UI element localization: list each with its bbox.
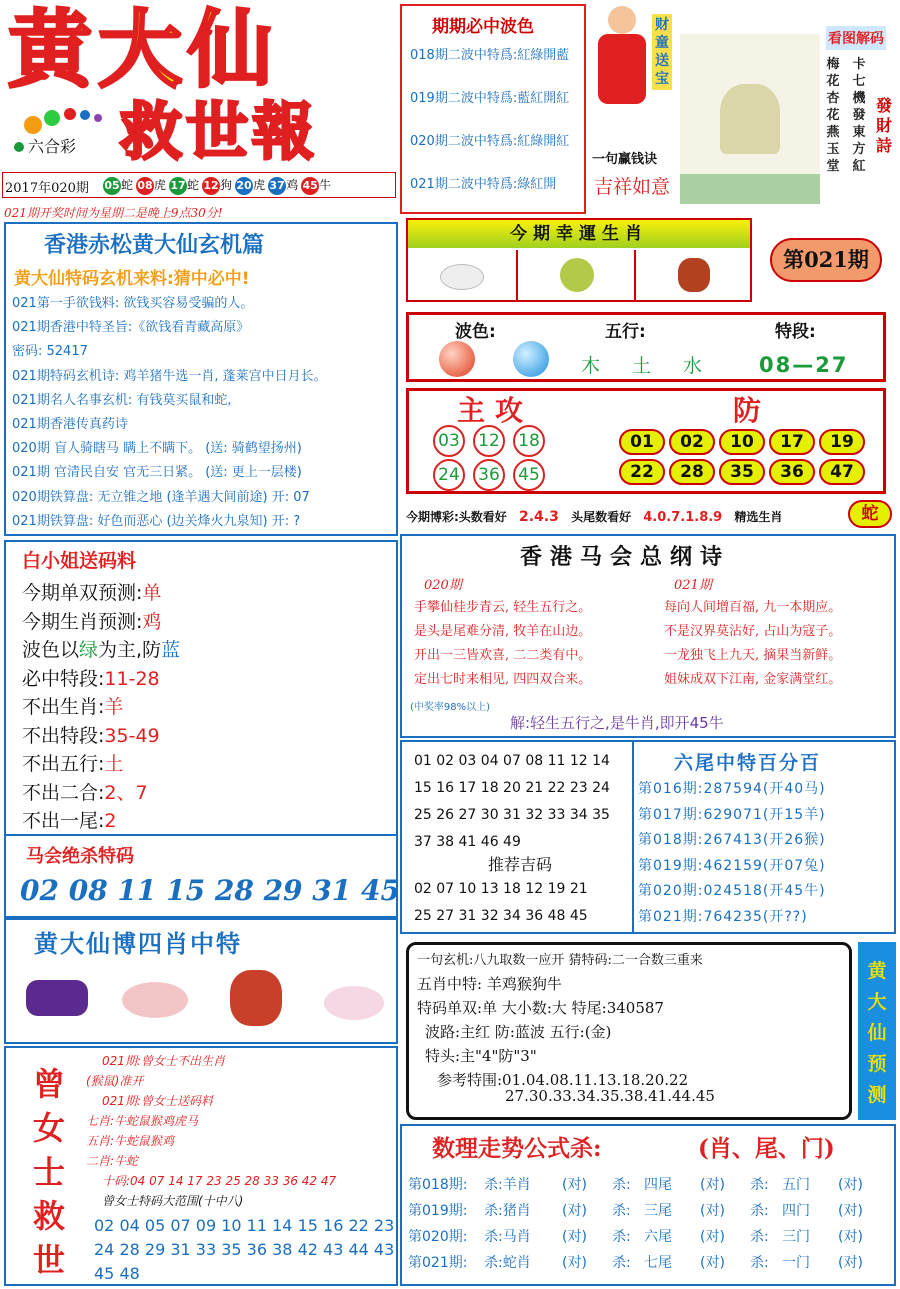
masthead-title-top: 黄大仙 [8, 0, 279, 99]
formula-cell: (对) [562, 1203, 587, 1219]
baixiao-row [22, 778, 392, 807]
poem-title-char: 詩 [876, 136, 893, 155]
baixiao-key: 不出一尾: [22, 810, 105, 832]
draw-ball-number: 37 [268, 177, 286, 195]
poem-answer: 解:轻生五行之,是牛肖,即开45牛 [510, 714, 724, 732]
main-attack-label: 主攻 [457, 394, 534, 427]
poem-char: 機 [852, 91, 866, 106]
formula-row [408, 1226, 894, 1252]
yiju-line: 特头:主"4"防"3" [425, 1047, 537, 1065]
draw-ball-zodiac: 鸡 [286, 178, 299, 192]
draw-ball-number: 05 [103, 177, 121, 195]
zeng-side-char: 女 [32, 1109, 65, 1147]
element-value: 水 [683, 355, 703, 377]
number-grid-row: 15 16 17 18 20 21 22 23 24 [414, 780, 610, 796]
baixiao-key: 不出特段: [22, 724, 105, 747]
six-tail-row: 第017期:629071(开15羊) [638, 806, 826, 823]
mahui-box [4, 834, 398, 918]
zeng-side-char: 曾 [32, 1065, 65, 1103]
baixiao-key: 不出生肖: [22, 696, 105, 718]
defense-number: 10 [719, 429, 765, 455]
baixiao-row [22, 607, 392, 636]
baixiao-key: 不出五行: [22, 753, 105, 775]
poem-right-line: 姐妹成双下江南, 金家满堂红。 [664, 672, 842, 687]
formula-row [408, 1200, 894, 1226]
formula-cell: 杀: [612, 1229, 631, 1245]
zeng-line: 二肖:牛蛇 [86, 1154, 139, 1168]
poem-title-main: 香港马会总纲诗 [520, 544, 731, 570]
baixiao-key: 不出二合: [22, 781, 105, 804]
draw-ball-zodiac: 狗 [220, 178, 233, 192]
formula-cell: 五门 [782, 1177, 810, 1193]
zeng-side-title [24, 1062, 74, 1282]
zeng-range: 02 04 05 07 09 10 11 14 15 16 22 23 24 28 29 31 33 35 36 38 42 43 44 43 45 48 [94, 1216, 395, 1283]
zeng-box [4, 1046, 398, 1286]
poem-char: 玉 [826, 142, 840, 157]
poem-char: 花 [826, 74, 840, 89]
formula-box [400, 1124, 896, 1286]
element-value: 木 [581, 355, 601, 377]
baixiao-value: 35-49 [104, 724, 160, 747]
baixiao-key: 今期生肖预测: [22, 610, 143, 633]
tag-char: 送 [655, 53, 669, 69]
xuanji-line: 021期铁算盘: 好色而恶心 (边关烽火九泉知) 开: ? [12, 513, 301, 529]
poem-columns [824, 56, 876, 206]
six-tail-row: 第020期:024518(开45牛) [638, 883, 826, 899]
defense-number: 28 [669, 459, 715, 485]
baixiao-row [22, 578, 392, 607]
caption-one: 一句赢钱诀 [592, 152, 658, 167]
formula-cell: 第019期: [408, 1203, 468, 1219]
draw-ball-zodiac: 蛇 [187, 178, 200, 192]
tag-char: 宝 [655, 71, 669, 87]
baixiao-key: 为主,防 [98, 639, 162, 661]
tip-two-label: 头尾数看好 [571, 510, 632, 524]
poem-right-lines [664, 596, 896, 692]
formula-cell: (对) [700, 1177, 725, 1193]
scholar-painting [680, 34, 820, 204]
badge: 看图解码 [826, 26, 886, 50]
formula-cell: (对) [838, 1203, 863, 1219]
six-tail-row: 第021期:764235(开??) [638, 908, 808, 925]
baixiao-row [22, 664, 392, 693]
draw-ball-number: 20 [235, 177, 253, 195]
poem-char: 紅 [852, 159, 866, 174]
poem-box [400, 534, 896, 738]
tip-one-value: 2.4.3 [519, 509, 559, 525]
formula-cell: (对) [838, 1177, 863, 1193]
defense-number: 19 [819, 429, 865, 455]
rabbit-picture [410, 250, 518, 300]
lucky-issue: 第021期 [770, 238, 882, 282]
baixiao-row [22, 806, 392, 835]
poem-char: 發 [852, 108, 866, 123]
recommend-title: 推荐吉码 [488, 855, 553, 874]
draw-ball-number: 45 [301, 177, 319, 195]
draw-ball [136, 178, 166, 193]
baixiao-value: 2、7 [104, 781, 148, 804]
poem-char: 堂 [826, 159, 840, 174]
formula-cell: (对) [700, 1203, 725, 1219]
formula-cell: (对) [562, 1177, 587, 1193]
prediction-side-char: 仙 [867, 1022, 887, 1044]
wave-title: 期期必中波色 [432, 17, 534, 37]
yiju-line: 参考特围:01.04.08.11.13.18.20.22 [437, 1071, 689, 1089]
defense-number: 47 [819, 459, 865, 485]
poem-char: 杏 [826, 91, 840, 106]
main-number: 12 [473, 425, 505, 457]
baixiao-value: 单 [142, 582, 162, 604]
zeng-line: 021期:曾女士送码料 [102, 1094, 213, 1108]
formula-cell: 杀:猪肖 [484, 1203, 531, 1219]
main-number: 24 [433, 459, 465, 491]
formula-cell: 杀:羊肖 [484, 1177, 531, 1193]
baixiao-row [22, 692, 392, 721]
recommend-row: 02 07 10 13 18 12 19 21 [414, 881, 588, 897]
baixiao-box [4, 540, 398, 836]
tip-two-value: 4.0.7.1.8.9 [643, 510, 723, 525]
formula-cell: 第018期: [408, 1177, 468, 1193]
zeng-lines [86, 1052, 396, 1212]
formula-cell: 四门 [782, 1203, 810, 1219]
formula-cell: 杀:蛇肖 [484, 1255, 531, 1271]
caption-two: 吉祥如意 [594, 176, 671, 198]
recommend-row: 25 27 31 32 34 36 48 45 [414, 908, 588, 924]
draw-notice: 021期开奖时间为星期二是晚上9点30分! [4, 206, 223, 220]
zeng-side-char: 救 [32, 1197, 65, 1235]
draw-result-bar [2, 172, 396, 198]
baixiao-value: 11-28 [104, 667, 160, 690]
tag-cbsb [652, 14, 672, 90]
lucky-box [406, 218, 752, 302]
main-number: 03 [433, 425, 465, 457]
formula-title-2: (肖、尾、门) [698, 1135, 835, 1162]
formula-cell: 杀: [750, 1229, 769, 1245]
poem-left-line: 手攀仙桂步青云, 轻生五行之。 [414, 600, 592, 615]
formula-cell: 杀: [612, 1203, 631, 1219]
baixiao-key: 必中特段: [22, 667, 105, 690]
zeng-line: 曾女士特码大范围(十中八) [102, 1194, 244, 1208]
baixiao-value: 绿 [79, 639, 99, 661]
xuanji-line: 020期铁算盘: 无立锥之地 (逢羊遇大间前途) 开: 07 [12, 489, 310, 505]
poem-char: 花 [826, 108, 840, 123]
formula-cell: 三尾 [644, 1203, 672, 1219]
formula-cell: 杀:马肖 [484, 1229, 531, 1245]
formula-cell: 六尾 [644, 1229, 672, 1245]
brand-label: 六合彩 [14, 134, 76, 157]
formula-cell: 杀: [612, 1255, 631, 1271]
draw-ball [235, 178, 265, 193]
draw-ball [169, 178, 199, 193]
six-tail-box [632, 740, 896, 934]
element-label: 五行: [605, 322, 646, 342]
draw-ball-number: 12 [202, 177, 220, 195]
tag-char: 财 [655, 17, 669, 33]
dragon-picture [520, 250, 636, 300]
prediction-side-char: 黄 [867, 960, 887, 982]
zeng-side-char: 世 [32, 1241, 65, 1279]
poem-char: 卡 [852, 57, 866, 72]
wave-line: 019期二波中特爲:藍紅開紅 [410, 91, 570, 106]
defense-label: 防 [733, 394, 762, 427]
baixiao-row [22, 635, 392, 664]
tip-three-value: 蛇 [848, 500, 892, 528]
dragon-picture-2 [220, 964, 290, 1032]
blue-wave-ball [513, 341, 549, 377]
poem-char: 七 [852, 74, 866, 89]
red-wave-ball [439, 341, 475, 377]
xuanji-line: 021期 官清民自安 官无三日紧。 (送: 更上一层楼) [12, 465, 302, 481]
formula-row [408, 1174, 894, 1200]
wave-line: 018期二波中特爲:紅綠開藍 [410, 48, 570, 63]
baixiao-row [22, 749, 392, 778]
prediction-side-char: 大 [867, 991, 887, 1013]
number-grid-row: 01 02 03 04 07 08 11 12 14 [414, 753, 610, 769]
main-number: 18 [513, 425, 545, 457]
draw-ball [268, 178, 298, 193]
baixiao-value: 土 [104, 753, 124, 775]
zeng-line: 十码:04 07 14 17 23 25 28 33 36 42 47 [102, 1174, 337, 1188]
draw-ball-zodiac: 虎 [253, 178, 266, 192]
formula-cell: (对) [562, 1229, 587, 1245]
yiju-line: 一句玄机:八九取数一应开 猜特码:二一合数三重来 [417, 953, 703, 968]
wave-line: 020期二波中特爲:紅綠開紅 [410, 134, 570, 149]
draw-issue: 2017年020期 [5, 181, 89, 196]
pig-picture [118, 972, 194, 1026]
baixiao-value: 2 [104, 810, 117, 832]
xuanji-box [4, 222, 398, 536]
six-tail-row: 第018期:267413(开26猴) [638, 832, 826, 848]
formula-cell: (对) [700, 1229, 725, 1245]
xuanji-lines [12, 292, 396, 534]
tip-three-label: 精选生肖 [734, 510, 783, 524]
tag-char: 童 [655, 35, 669, 51]
lucky-title: 今期幸運生肖 [408, 220, 750, 248]
formula-cell: (对) [700, 1255, 725, 1271]
defense-number: 02 [669, 429, 715, 455]
baixiao-rows [22, 578, 392, 835]
element-values [581, 351, 734, 378]
element-value: 土 [632, 355, 652, 377]
poem-column [850, 56, 868, 175]
baixiao-title: 白小姐送码料 [22, 550, 137, 572]
xuanji-line: 021第一手欲钱料: 欲钱买容易受骗的人。 [12, 296, 254, 311]
baixiao-value: 羊 [104, 696, 124, 718]
number-grid-row: 25 26 27 30 31 32 33 34 35 [414, 807, 610, 823]
poem-left-issue: 020期 [424, 578, 462, 593]
yiju-box [406, 942, 852, 1120]
defense-number: 36 [769, 459, 815, 485]
props-box [406, 312, 886, 382]
defense-number: 22 [619, 459, 665, 485]
prediction-side-title [858, 942, 896, 1120]
xuanji-line: 021期香港传真药诗 [12, 416, 128, 432]
yiju-line: 五肖中特: 羊鸡猴狗牛 [417, 975, 562, 993]
baixiao-value: 鸡 [142, 610, 162, 633]
masthead-title-bottom: 救世報 [120, 95, 319, 168]
poem-title-char: 發 [876, 96, 893, 115]
zeng-line: 021期:曾女士不出生肖 [102, 1054, 225, 1068]
masthead [0, 0, 398, 170]
draw-ball [301, 178, 331, 193]
formula-cell: 四尾 [644, 1177, 672, 1193]
mahui-title: 马会绝杀特码 [26, 846, 134, 867]
formula-cell: 杀: [750, 1203, 769, 1219]
poem-right-line: 一龙独飞上九天, 摘果当新鲜。 [664, 648, 842, 663]
draw-balls [103, 176, 334, 195]
defense-numbers [619, 429, 885, 489]
draw-ball [103, 178, 133, 193]
formula-cell: 杀: [750, 1177, 769, 1193]
formula-title: 数理走势公式杀: [432, 1135, 602, 1162]
poem-title [876, 96, 894, 156]
poem-right-issue: 021期 [674, 578, 712, 593]
poem-left-lines [414, 596, 654, 692]
number-grid-row: 37 38 41 46 49 [414, 834, 521, 850]
wave-line: 021期二波中特爲:綠紅開 [410, 177, 557, 192]
main-numbers [433, 425, 577, 493]
ox-picture [20, 966, 98, 1028]
formula-cell: 三门 [782, 1229, 810, 1245]
zeng-line: 五肖:牛蛇鼠猴鸡 [86, 1134, 175, 1148]
draw-ball-zodiac: 蛇 [121, 178, 134, 192]
segment-value: 08—27 [759, 353, 849, 377]
formula-cell: 一门 [782, 1255, 810, 1271]
formula-cell: 第020期: [408, 1229, 468, 1245]
number-grid-box [400, 740, 634, 934]
prediction-side-char: 预 [867, 1053, 887, 1075]
tip-one-label: 今期博彩:头数看好 [406, 510, 507, 524]
draw-ball-zodiac: 虎 [154, 178, 167, 192]
mahui-numbers: 02 08 11 15 28 29 31 45 [20, 874, 400, 907]
wave-label: 波色: [455, 322, 496, 342]
poem-right-line: 每向人间增百福, 九一本期应。 [664, 600, 842, 615]
zeng-line: (猴鼠)准开 [86, 1074, 144, 1088]
six-tail-row: 第016期:287594(开40马) [638, 781, 826, 797]
defense-number: 35 [719, 459, 765, 485]
xuanji-line: 020期 盲人骑瞎马 瞒上不瞒下。 (送: 骑鹤望扬州) [12, 441, 302, 457]
main-number: 36 [473, 459, 505, 491]
baixiao-row [22, 721, 392, 750]
formula-cell: (对) [838, 1229, 863, 1245]
poem-left-line: 是头是尾难分清, 牧羊在山边。 [414, 624, 592, 639]
number-grid-rows [414, 748, 610, 856]
xuanji-line: 021期特码玄机诗: 鸡羊猪牛选一肖, 蓬莱宫中日月长。 [12, 368, 327, 384]
xuanji-subtitle: 黄大仙特码玄机来料:猜中必中! [14, 269, 250, 289]
formula-cell: 第021期: [408, 1255, 468, 1271]
baixiao-value: 蓝 [161, 639, 181, 661]
segment-label: 特段: [775, 322, 816, 342]
yiju-lines [417, 949, 849, 1111]
yiju-line: 特码单双:单 大小数:大 特尾:340587 [417, 999, 664, 1017]
yiju-line: 27.30.33.34.35.38.41.44.45 [505, 1087, 715, 1105]
baixiao-key: 波色以 [22, 639, 80, 661]
poem-left-line: 开出一三皆欢喜, 二二类有中。 [414, 648, 592, 663]
yiju-line: 波路:主红 防:蓝波 五行:(金) [425, 1023, 612, 1041]
poem-char: 燕 [826, 125, 840, 140]
poem-title-char: 財 [876, 116, 893, 135]
formula-cell: 杀: [750, 1255, 769, 1271]
xuanji-line: 密码: 52417 [12, 344, 88, 360]
tips-bar [406, 508, 896, 530]
boy-figure [592, 6, 652, 126]
recommend-rows [414, 876, 588, 930]
xuanji-title: 香港赤松黄大仙玄机篇 [44, 232, 265, 258]
draw-ball-zodiac: 牛 [319, 178, 332, 192]
zeng-line: 七肖:牛蛇鼠猴鸡虎马 [86, 1114, 199, 1128]
poem-char: 東 [852, 125, 866, 140]
picture-panel [588, 4, 898, 214]
wave-lines [410, 44, 586, 216]
xuanji-line: 021期香港中特圣旨:《欲钱看青藏高原》 [12, 320, 250, 336]
formula-cell: 杀: [612, 1177, 631, 1193]
poem-note: (中奖率98%以上) [410, 702, 491, 713]
poem-char: 方 [852, 142, 866, 157]
formula-cell: (对) [838, 1255, 863, 1271]
attack-box [406, 388, 886, 494]
wave-box [400, 4, 586, 214]
baixiao-key: 今期单双预测: [22, 582, 143, 604]
six-tail-rows [638, 778, 894, 931]
draw-ball-number: 17 [169, 177, 187, 195]
defense-number: 01 [619, 429, 665, 455]
draw-ball-number: 08 [136, 177, 154, 195]
poem-left-line: 定出七时来相见, 四四双合来。 [414, 672, 592, 687]
rabbit-picture-2 [316, 966, 392, 1030]
formula-cell: (对) [562, 1255, 587, 1271]
defense-number: 17 [769, 429, 815, 455]
sixiao-title: 黄大仙博四肖中特 [34, 929, 242, 958]
zeng-side-char: 士 [32, 1153, 65, 1191]
six-tail-title: 六尾中特百分百 [674, 752, 822, 774]
xuanji-line: 021期名人名事玄机: 有钱莫买鼠和蛇, [12, 392, 232, 408]
formula-cell: 七尾 [644, 1255, 672, 1271]
poem-right-line: 不是汉界莫沾好, 占山为寇子。 [664, 624, 842, 639]
poem-column [824, 56, 842, 175]
draw-ball [202, 178, 232, 193]
main-number: 45 [513, 459, 545, 491]
formula-row [408, 1252, 894, 1278]
formula-rows [408, 1174, 894, 1278]
poem-char: 梅 [826, 57, 840, 72]
six-tail-row: 第019期:462159(开07兔) [638, 857, 826, 874]
sixiao-box [4, 918, 398, 1044]
rooster-picture [638, 250, 750, 300]
prediction-side-char: 测 [867, 1084, 887, 1106]
